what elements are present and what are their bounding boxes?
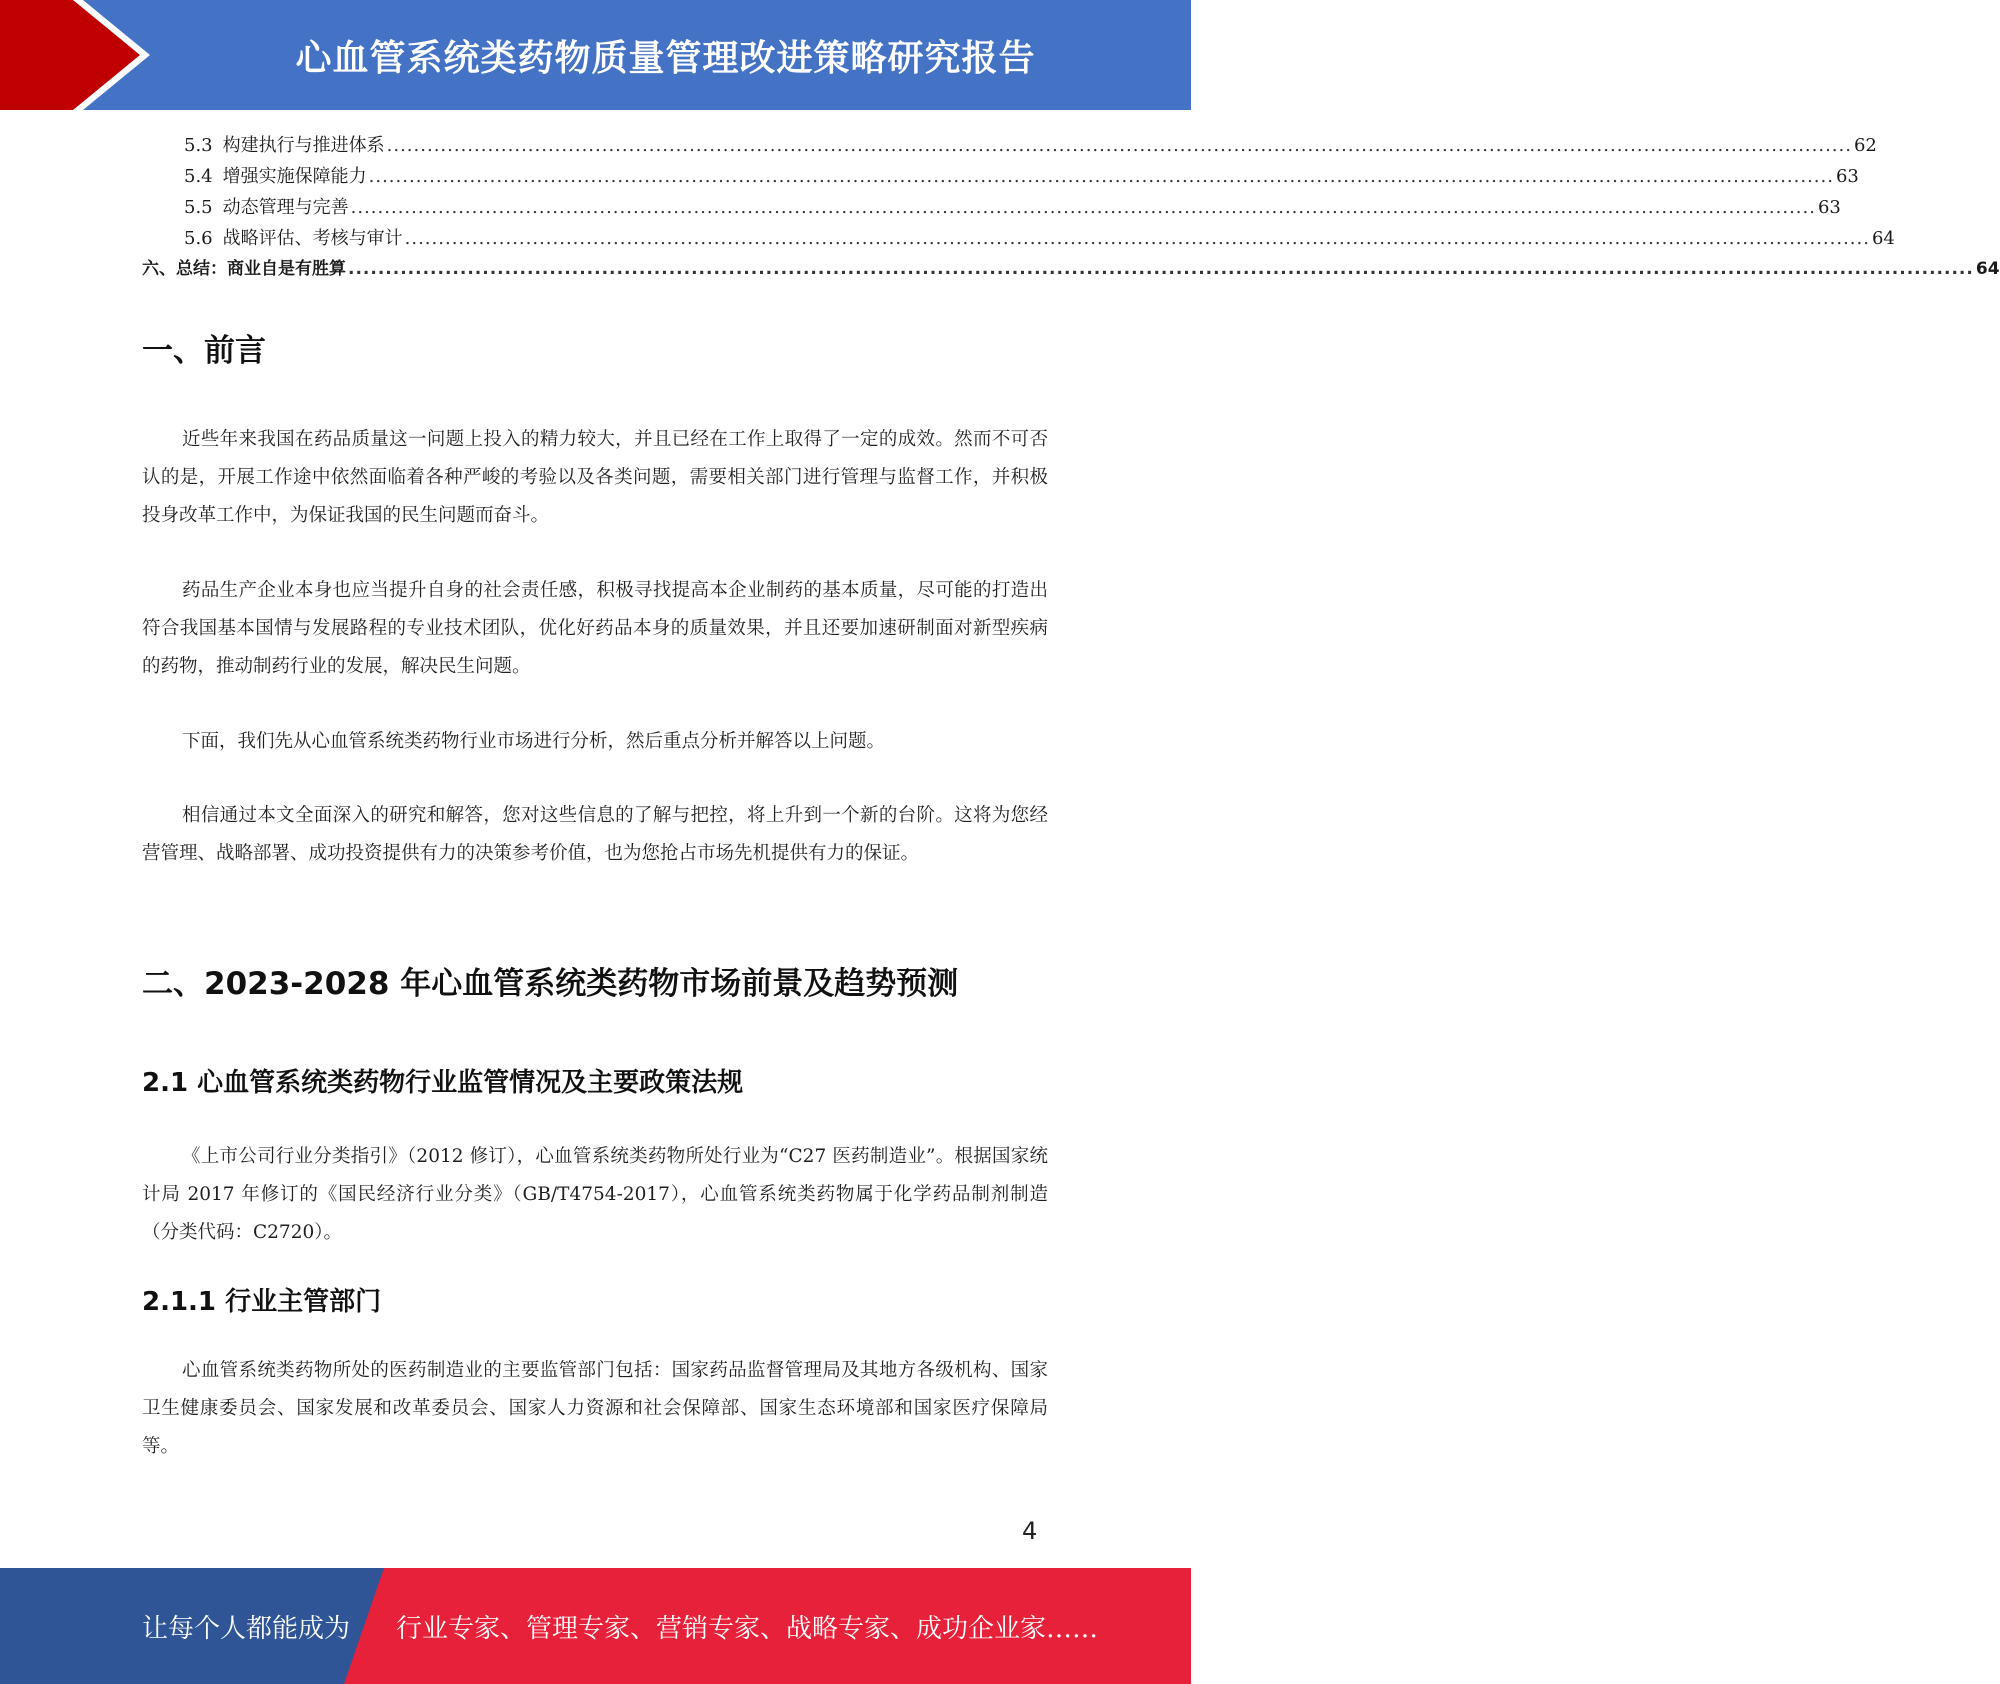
toc-entry-number: 5.3 [184, 135, 213, 156]
toc-entry[interactable] [142, 192, 1841, 223]
toc-entry[interactable] [142, 223, 1895, 254]
toc-leader-dots: .......................................................................................................................................................................................................................... [404, 228, 1870, 249]
page-footer [0, 1568, 1191, 1684]
paragraph: 心血管系统类药物所处的医药制造业的主要监管部门包括：国家药品监督管理局及其地方各级机构、国家卫生健康委员会、国家发展和改革委员会、国家人力资源和社会保障部、国家生态环境部和国家医疗保障局等。 [142, 1360, 1048, 1457]
toc-leader-dots: .......................................................................................................................................................................................................................... [348, 259, 1974, 279]
footer-slogan-left: 让每个人都能成为 [142, 1613, 351, 1644]
report-title: 心血管系统类药物质量管理改进策略研究报告 [295, 37, 1036, 79]
toc-leader-dots: .......................................................................................................................................................................................................................... [386, 135, 1852, 156]
toc-entry[interactable] [142, 161, 1859, 192]
toc-entry-label: 动态管理与完善 [222, 197, 349, 218]
toc-entry[interactable] [142, 130, 1877, 161]
toc-entry-page: 64 [1975, 259, 2000, 279]
paragraph: 《上市公司行业分类指引》（2012 修订），心血管系统类药物所处行业为“C27 医药制造业”。根据国家统计局 2017 年修订的《国民经济行业分类》（GB/T4754-2017），心血管系统类药物属于化学药品制剂制造（分类代码：C2720）。 [142, 1146, 1048, 1243]
toc-entry-page: 63 [1835, 166, 1859, 187]
toc-entry-page: 62 [1853, 135, 1877, 156]
footer-slogan-right: 行业专家、管理专家、营销专家、战略专家、成功企业家…… [396, 1613, 1099, 1644]
paragraph: 近些年来我国在药品质量这一问题上投入的精力较大，并且已经在工作上取得了一定的成效。然而不可否认的是，开展工作途中依然面临着各种严峻的考验以及各类问题，需要相关部门进行管理与监督工作，并积极投身改革工作中，为保证我国的民生问题而奋斗。 [142, 429, 1048, 526]
page-number: 4 [1022, 1517, 1038, 1545]
section-heading-preface: 一、前言 [142, 333, 266, 369]
subsection-heading: 2.1 心血管系统类药物行业监管情况及主要政策法规 [142, 1068, 744, 1098]
toc-entry-label: 战略评估、考核与审计 [222, 228, 403, 249]
page-header [0, 0, 1191, 110]
toc-leader-dots: .......................................................................................................................................................................................................................... [350, 197, 1816, 218]
header-chevron-icon [0, 0, 140, 110]
toc-entry-page: 64 [1871, 228, 1895, 249]
toc-entry-label: 构建执行与推进体系 [222, 135, 385, 156]
toc-entry-number: 5.6 [184, 228, 213, 249]
toc-entry-page: 63 [1817, 197, 1841, 218]
paragraph: 下面，我们先从心血管系统类药物行业市场进行分析，然后重点分析并解答以上问题。 [182, 731, 886, 752]
toc-entry-number: 5.4 [184, 166, 213, 187]
toc-entry-chapter[interactable] [142, 254, 2000, 285]
toc-entry-number: 5.5 [184, 197, 213, 218]
table-of-contents [142, 130, 2000, 285]
paragraph: 相信通过本文全面深入的研究和解答，您对这些信息的了解与把控，将上升到一个新的台阶。这将为您经营管理、战略部署、成功投资提供有力的决策参考价值，也为您抢占市场先机提供有力的保证。 [142, 805, 1048, 864]
subsubsection-heading: 2.1.1 行业主管部门 [142, 1287, 382, 1317]
toc-entry-label: 六、总结：商业自是有胜算 [142, 259, 346, 279]
section-heading-forecast: 二、2023-2028 年心血管系统类药物市场前景及趋势预测 [142, 966, 959, 1002]
toc-entry-label: 增强实施保障能力 [222, 166, 367, 187]
paragraph: 药品生产企业本身也应当提升自身的社会责任感，积极寻找提高本企业制药的基本质量，尽可能的打造出符合我国基本国情与发展路程的专业技术团队，优化好药品本身的质量效果，并且还要加速研制面对新型疾病的药物，推动制药行业的发展，解决民生问题。 [142, 580, 1048, 677]
toc-leader-dots: .......................................................................................................................................................................................................................... [368, 166, 1834, 187]
